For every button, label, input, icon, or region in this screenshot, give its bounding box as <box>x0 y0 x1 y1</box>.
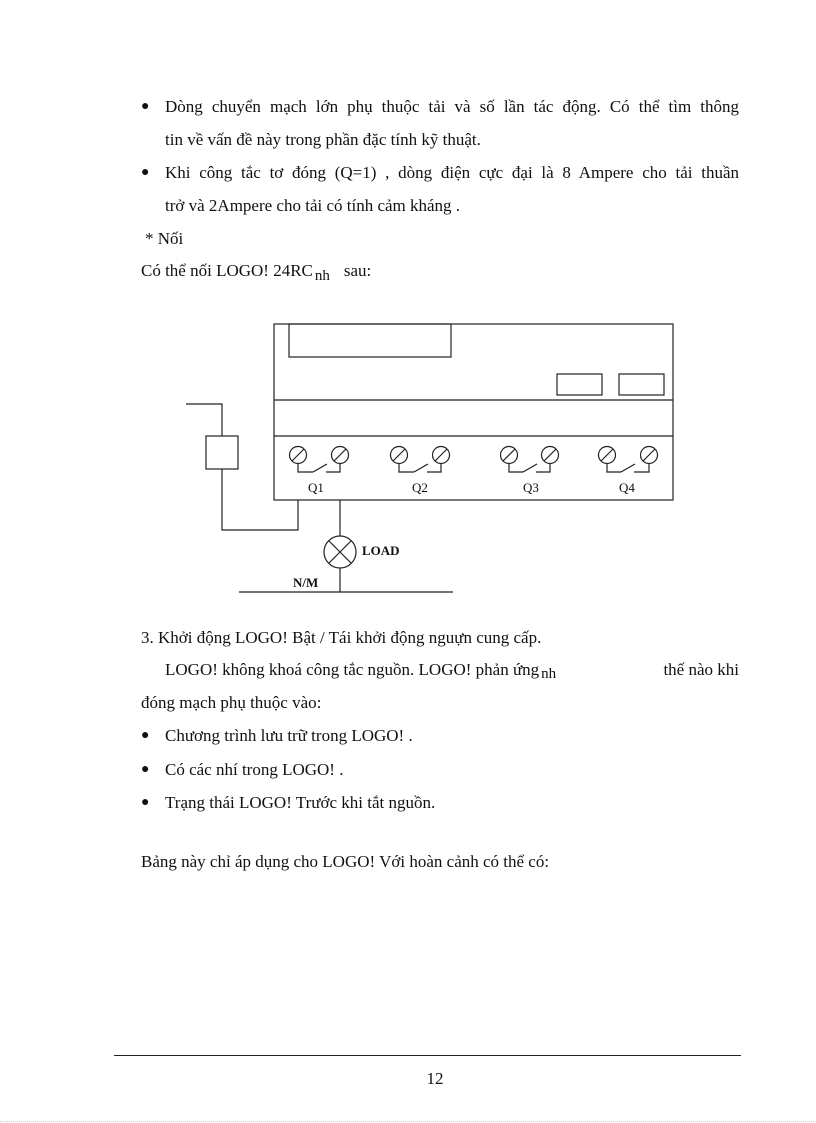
closing-line: Bảng này chỉ áp dụng cho LOGO! Với hoàn cảnh có thể có: <box>141 852 550 871</box>
bullet-1-line-1: Dòng chuyển mạch lớn phụ thuộc tải và số lần tác động. Có thể tìm thông <box>165 97 739 116</box>
output-label-q3: Q3 <box>523 480 539 495</box>
bullet-4: Có các nhí trong LOGO! . <box>165 760 344 779</box>
bullet-1-line-2: tin về vấn đề này trong phần đặc tính kỹ thuật. <box>165 130 481 149</box>
connect-heading: * Nối <box>145 229 184 248</box>
bullet-2-line-2: trở và 2Ampere cho tải có tính cảm kháng . <box>165 196 461 215</box>
bullet-marker: ● <box>141 762 150 777</box>
output-label-q2: Q2 <box>412 480 428 495</box>
display-window <box>289 324 451 357</box>
ground-label: N/M <box>293 575 319 590</box>
subscript-text: nh <box>541 666 557 682</box>
bullet-marker: ● <box>141 165 150 180</box>
connect-line-after: sau: <box>343 261 372 280</box>
paragraph-line-1 <box>165 659 739 682</box>
subscript-text: nh <box>314 268 330 284</box>
bullet-3: Chương trình lưu trữ trong LOGO! . <box>165 726 413 745</box>
paragraph-line-2: đóng mạch phụ thuộc vào: <box>141 693 322 712</box>
paragraph-text-after: thế nào khi <box>663 660 739 679</box>
relay-contact-q1 <box>290 447 349 473</box>
output-label-q1: Q1 <box>308 480 324 495</box>
output-label-q4: Q4 <box>619 480 635 495</box>
relay-contact-q4 <box>599 447 658 473</box>
relay-contact-q3 <box>501 447 559 473</box>
fuse-symbol <box>206 436 238 469</box>
load-label: LOAD <box>362 543 400 558</box>
relay-contact-q2 <box>391 447 450 473</box>
bullet-5: Trạng thái LOGO! Trước khi tắt nguồn. <box>165 793 436 812</box>
connect-line-text: Có thể nối LOGO! 24RC <box>141 261 313 280</box>
page-number: 12 <box>426 1069 444 1088</box>
indicator-box <box>619 374 664 395</box>
bullet-2-line-1: Khi công tắc tơ đóng (Q=1) , dòng điện cực đại là 8 Ampere cho tải thuần <box>165 163 739 182</box>
bullet-marker: ● <box>141 728 150 743</box>
page-edge-dots <box>0 1121 816 1122</box>
paragraph-text: LOGO! không khoá công tắc nguồn. LOGO! phản ứng <box>165 660 540 679</box>
supply-wire <box>186 404 222 436</box>
bullet-marker: ● <box>141 795 150 810</box>
indicator-box <box>557 374 602 395</box>
logo-module-body <box>274 324 673 500</box>
section-title: 3. Khởi động LOGO! Bật / Tái khởi động nguựn cung cấp. <box>141 628 542 647</box>
bullet-marker: ● <box>141 99 150 114</box>
footer-rule <box>114 1055 741 1056</box>
